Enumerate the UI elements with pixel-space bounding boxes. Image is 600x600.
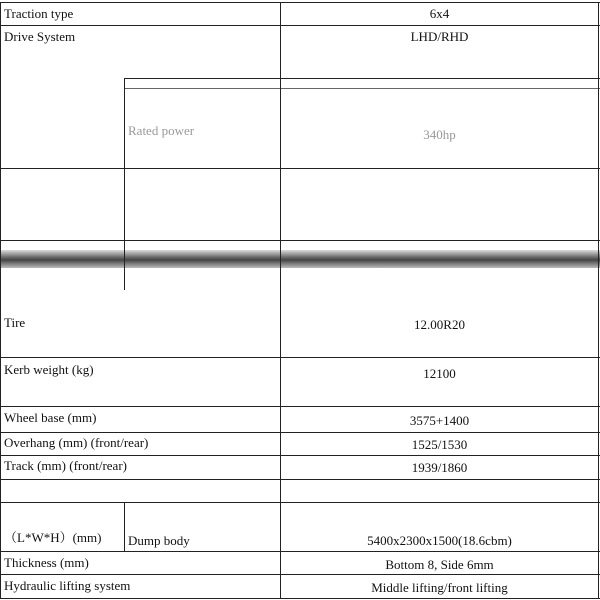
kerb-weight-label: Kerb weight (kg) bbox=[4, 362, 94, 377]
overhang-value: 1525/1530 bbox=[411, 437, 468, 452]
track-label: Track (mm) (front/rear) bbox=[4, 458, 127, 473]
dump-body-value: 5400x2300x1500(18.6cbm) bbox=[367, 533, 512, 548]
wheel-base-label: Wheel base (mm) bbox=[4, 410, 97, 425]
overhang-label: Overhang (mm) (front/rear) bbox=[4, 435, 149, 450]
scan-artifact-band bbox=[0, 250, 600, 268]
hydraulic-lifting-label: Hydraulic lifting system bbox=[4, 578, 131, 593]
wheel-base-value: 3575+1400 bbox=[409, 413, 470, 428]
column-divider bbox=[280, 2, 281, 598]
column-divider bbox=[124, 78, 125, 168]
drive-system-value: LHD/RHD bbox=[410, 29, 469, 44]
row-divider bbox=[0, 2, 600, 3]
rated-power-label: Rated power bbox=[128, 123, 195, 138]
row-divider bbox=[0, 240, 600, 241]
traction-type-value: 6x4 bbox=[429, 6, 450, 21]
row-divider bbox=[124, 78, 600, 79]
dimensions-label: （L*W*H）(mm) bbox=[4, 530, 102, 545]
column-divider bbox=[124, 502, 125, 551]
row-divider bbox=[0, 25, 600, 26]
tire-label: Tire bbox=[4, 315, 26, 330]
row-divider bbox=[0, 598, 600, 599]
row-divider bbox=[0, 357, 600, 358]
track-value: 1939/1860 bbox=[411, 460, 468, 475]
row-divider bbox=[0, 432, 600, 433]
traction-type-label: Traction type bbox=[4, 6, 74, 21]
column-divider bbox=[0, 2, 1, 598]
row-divider bbox=[0, 168, 600, 169]
row-divider bbox=[0, 551, 600, 552]
hydraulic-lifting-value: Middle lifting/front lifting bbox=[371, 580, 508, 595]
column-divider bbox=[124, 168, 125, 240]
row-divider bbox=[124, 88, 600, 89]
rated-power-value: 340hp bbox=[423, 127, 456, 142]
thickness-label: Thickness (mm) bbox=[4, 555, 89, 570]
kerb-weight-value: 12100 bbox=[423, 366, 456, 381]
dump-body-label: Dump body bbox=[128, 533, 190, 548]
row-divider bbox=[0, 502, 600, 503]
row-divider bbox=[0, 406, 600, 407]
row-divider bbox=[0, 455, 600, 456]
row-divider bbox=[0, 479, 600, 480]
row-divider bbox=[0, 574, 600, 575]
drive-system-label: Drive System bbox=[4, 29, 76, 44]
column-divider bbox=[124, 240, 125, 290]
thickness-value: Bottom 8, Side 6mm bbox=[385, 557, 494, 572]
column-divider bbox=[598, 2, 599, 598]
tire-value: 12.00R20 bbox=[414, 317, 465, 332]
